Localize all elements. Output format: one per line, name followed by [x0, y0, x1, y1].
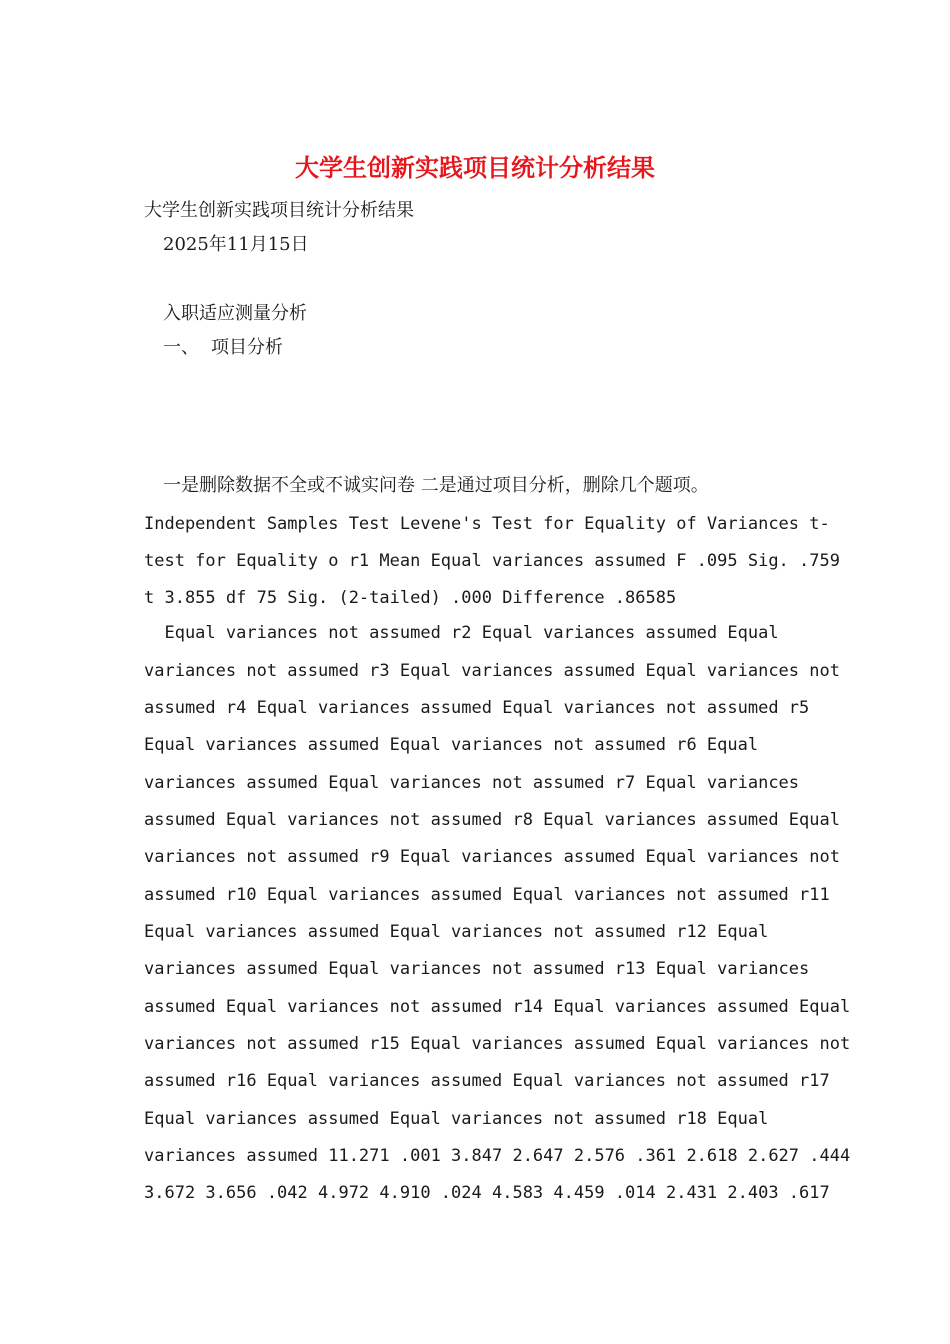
- body-line: assumed r4 Equal variances assumed Equal variances not assumed r5: [144, 698, 810, 718]
- subsection-label: 项目分析: [211, 337, 283, 358]
- body-line: assumed r10 Equal variances assumed Equal variances not assumed r11: [144, 885, 830, 905]
- document-date: 2025年11月15日: [163, 234, 309, 255]
- body-line: test for Equality o r1 Mean Equal variances assumed F .095 Sig. .759: [144, 551, 840, 571]
- body-line: variances assumed Equal variances not assumed r13 Equal variances: [144, 959, 810, 979]
- body-line: variances not assumed r3 Equal variances assumed Equal variances not: [144, 661, 840, 681]
- document-title: 大学生创新实践项目统计分析结果: [295, 153, 655, 182]
- body-line: assumed r16 Equal variances assumed Equal variances not assumed r17: [144, 1071, 830, 1091]
- body-line: variances assumed 11.271 .001 3.847 2.647 2.576 .361 2.618 2.627 .444: [144, 1146, 851, 1166]
- body-line: variances not assumed r9 Equal variances assumed Equal variances not: [144, 847, 840, 867]
- document-subtitle: 大学生创新实践项目统计分析结果: [144, 200, 414, 221]
- body-line: Equal variances not assumed r2 Equal variances assumed Equal: [144, 623, 779, 643]
- body-line: Equal variances assumed Equal variances not assumed r12 Equal: [144, 922, 769, 942]
- section-heading: 入职适应测量分析: [163, 303, 307, 324]
- body-line: variances assumed Equal variances not assumed r7 Equal variances: [144, 773, 800, 793]
- subsection-heading: [163, 335, 283, 361]
- body-line: assumed Equal variances not assumed r8 Equal variances assumed Equal: [144, 810, 840, 830]
- body-line: Independent Samples Test Levene's Test for Equality of Variances t-: [144, 514, 830, 534]
- body-line: 3.672 3.656 .042 4.972 4.910 .024 4.583 4.459 .014 2.431 2.403 .617: [144, 1183, 830, 1203]
- body-line: Equal variances assumed Equal variances not assumed r18 Equal: [144, 1109, 769, 1129]
- body-line: variances not assumed r15 Equal variances assumed Equal variances not: [144, 1034, 851, 1054]
- body-line: t 3.855 df 75 Sig. (2-tailed) .000 Difference .86585: [144, 588, 677, 608]
- body-line: Equal variances assumed Equal variances not assumed r6 Equal: [144, 735, 759, 755]
- body-line: assumed Equal variances not assumed r14 Equal variances assumed Equal: [144, 997, 851, 1017]
- intro-paragraph: 一是删除数据不全或不诚实问卷 二是通过项目分析，删除几个题项。: [163, 475, 709, 496]
- subsection-number: 一、: [163, 337, 199, 358]
